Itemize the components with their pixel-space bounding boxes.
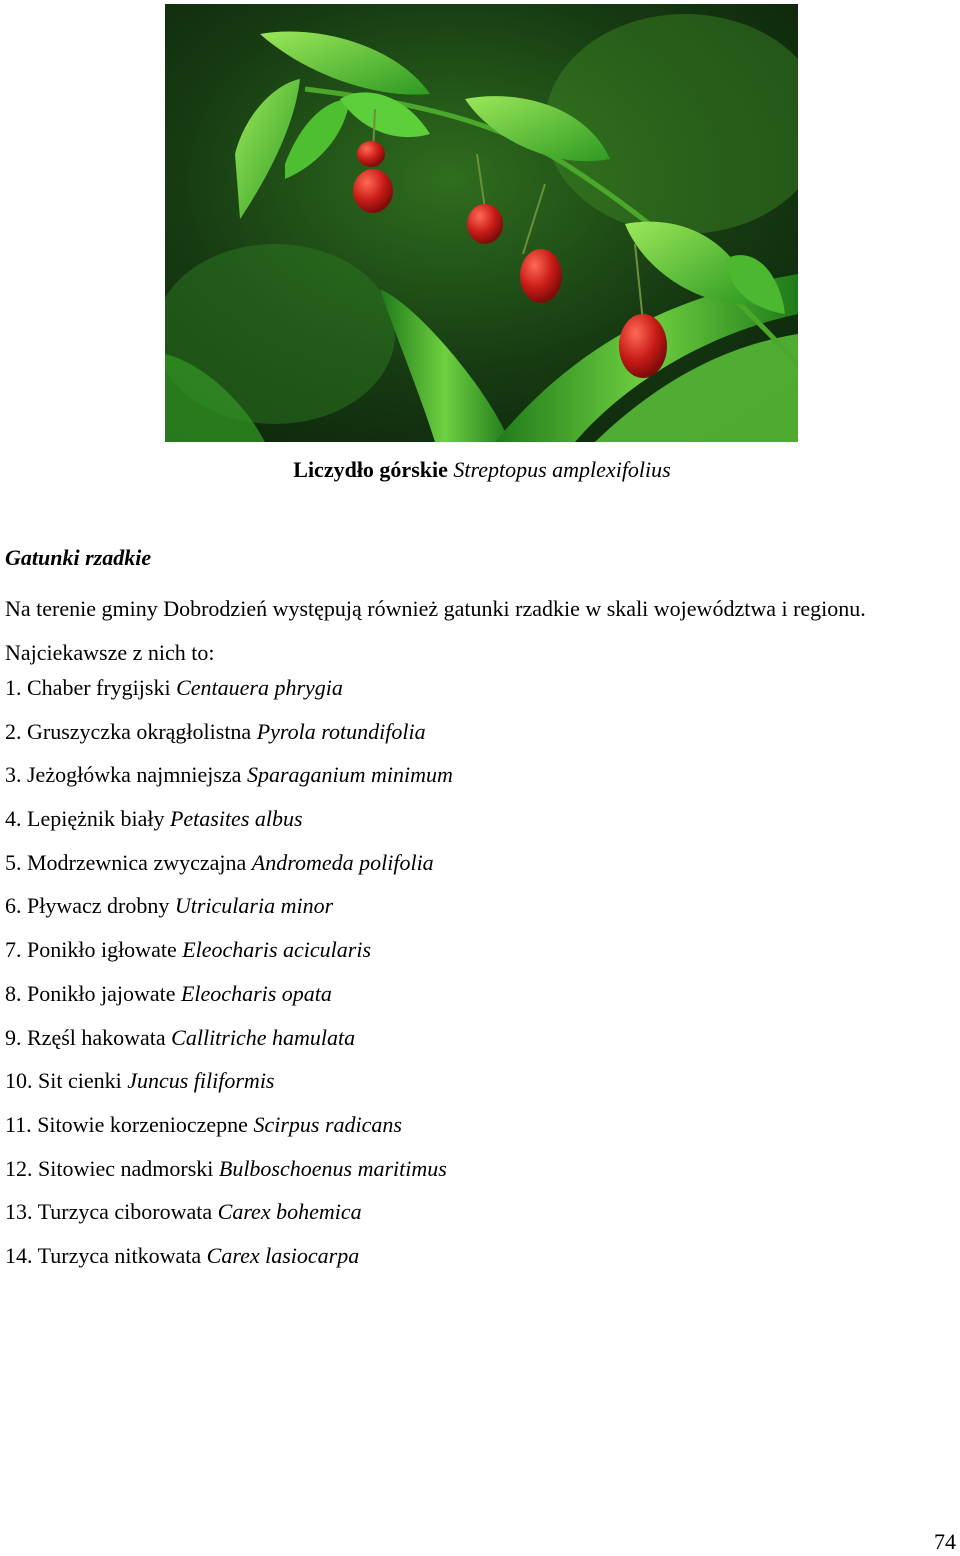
species-number: 7.	[5, 937, 22, 963]
species-latin-name: Bulboschoenus maritimus	[218, 1155, 447, 1181]
species-common-name: Ponikło jajowate	[27, 980, 176, 1006]
species-common-name: Chaber frygijski	[27, 675, 171, 700]
plant-photo	[165, 4, 798, 442]
caption-common-name: Liczydło górskie	[293, 457, 448, 482]
species-common-name: Ponikło igłowate	[27, 937, 177, 963]
species-number: 11.	[5, 1111, 32, 1137]
species-number: 1.	[5, 675, 22, 700]
list-item	[5, 1155, 453, 1199]
species-number: 2.	[5, 718, 22, 744]
list-item	[5, 805, 453, 849]
species-common-name: Rzęśl hakowata	[27, 1024, 166, 1050]
species-latin-name: Utricularia minor	[174, 893, 334, 919]
species-number: 9.	[5, 1024, 22, 1050]
list-item	[5, 718, 453, 762]
species-number: 5.	[5, 849, 22, 875]
list-item	[5, 1242, 453, 1286]
species-latin-name: Sparaganium minimum	[246, 762, 453, 788]
intro-paragraph: Na terenie gminy Dobrodzień występują również gatunki rzadkie w skali województwa i regionu. Najciekawsze z nich to:	[5, 596, 866, 665]
species-latin-name: Carex bohemica	[217, 1199, 362, 1225]
red-berries-plant-photo-icon	[165, 4, 798, 442]
list-item	[5, 1111, 453, 1155]
species-latin-name: Petasites albus	[169, 806, 303, 832]
species-latin-name: Carex lasiocarpa	[206, 1242, 360, 1268]
species-number: 4.	[5, 806, 22, 832]
list-item	[5, 1198, 453, 1242]
species-latin-name: Juncus filiformis	[127, 1068, 275, 1094]
species-latin-name: Eleocharis acicularis	[182, 937, 372, 963]
species-common-name: Sit cienki	[38, 1068, 122, 1094]
species-number: 3.	[5, 762, 22, 788]
species-common-name: Modrzewnica zwyczajna	[27, 849, 247, 875]
list-item	[5, 674, 453, 718]
list-item	[5, 892, 453, 936]
species-number: 10.	[5, 1068, 33, 1094]
species-latin-name: Andromeda polifolia	[251, 849, 434, 875]
page-number: 74	[934, 1529, 956, 1554]
caption-latin-name: Streptopus amplexifolius	[453, 457, 671, 482]
species-common-name: Turzyca ciborowata	[37, 1199, 213, 1225]
species-common-name: Sitowiec nadmorski	[38, 1155, 214, 1181]
species-common-name: Gruszyczka okrągłolistna	[27, 718, 252, 744]
species-latin-name: Pyrola rotundifolia	[256, 718, 426, 744]
species-number: 14.	[5, 1242, 33, 1268]
list-item	[5, 1067, 453, 1111]
species-latin-name: Scirpus radicans	[253, 1111, 402, 1137]
species-common-name: Jeżogłówka najmniejsza	[27, 762, 242, 788]
species-latin-name: Eleocharis opata	[180, 980, 332, 1006]
species-common-name: Pływacz drobny	[27, 893, 170, 919]
section-title: Gatunki rzadkie	[5, 545, 152, 570]
species-latin-name: Callitriche hamulata	[171, 1024, 356, 1050]
list-item	[5, 761, 453, 805]
list-item	[5, 1024, 453, 1068]
species-common-name: Sitowie korzenioczepne	[37, 1111, 248, 1137]
list-item	[5, 980, 453, 1024]
species-list	[5, 674, 453, 1286]
species-number: 12.	[5, 1155, 33, 1181]
species-number: 13.	[5, 1199, 33, 1225]
species-common-name: Turzyca nitkowata	[37, 1242, 202, 1268]
species-number: 8.	[5, 980, 22, 1006]
species-common-name: Lepiężnik biały	[27, 806, 165, 832]
species-number: 6.	[5, 893, 22, 919]
list-item	[5, 849, 453, 893]
species-latin-name: Centauera phrygia	[176, 675, 343, 700]
photo-caption	[0, 456, 960, 484]
list-item	[5, 936, 453, 980]
